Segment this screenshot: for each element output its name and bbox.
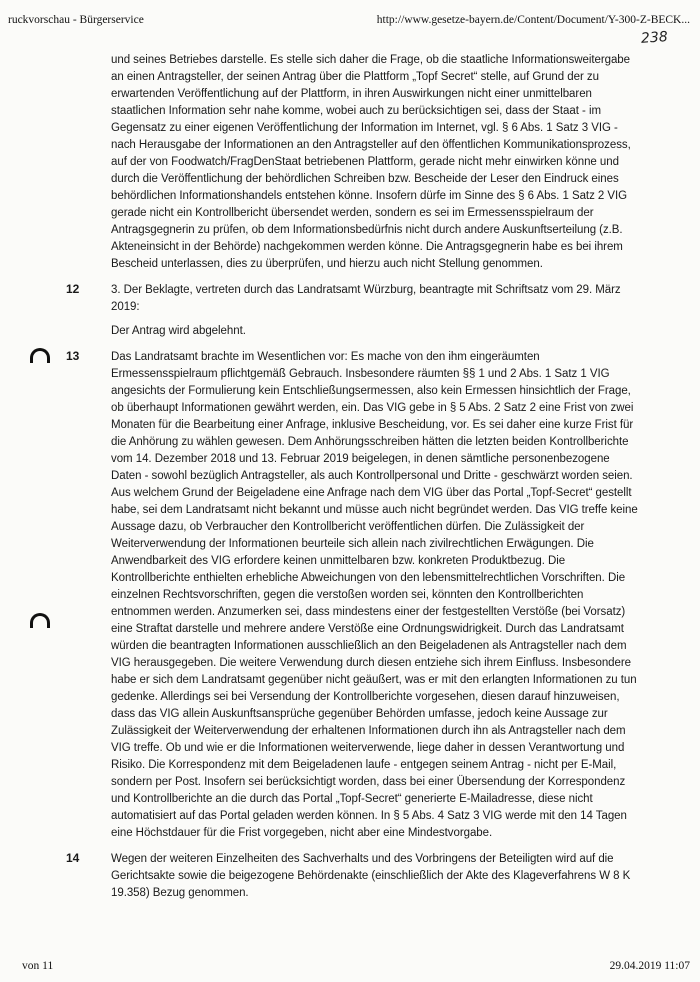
paragraph-text: Der Antrag wird abgelehnt. <box>111 325 246 337</box>
document-body <box>0 52 700 902</box>
paragraph-13 <box>0 349 700 842</box>
paragraph-text: Wegen der weiteren Einzelheiten des Sachverhalts und des Vorbringens der Beteiligten wird auf die Gerichtsakte sowie die beigezogene Behördenakte (einschließlich der Akte des Klageverfahrens W 8 K 19.358) Bezug genommen. <box>111 853 631 899</box>
paragraph-text: Das Landratsamt brachte im Wesentlichen vor: Es mache von den ihm eingeräumten Ermessensspielraum pflichtgemäß Gebrauch. Insbesondere räumten §§ 1 und 2 Abs. 1 Satz 1 VIG angesichts der Formulierung kein Entschließungsermessen, also kein Ermessen hinsichtlich der Frage, ob überhaupt Informationen gewährt werden, ein. Das VIG gebe in § 5 Abs. 2 Satz 2 eine Frist von zwei Monaten für die Bearbeitung einer Anfrage, inklusive Bescheidung, vor. Es sei daher eine kurze Frist für die Anhörung zu wählen gewesen. Dem Anhörungsschreiben hätten die letzten beiden Kontrollberichte vom 14. Dezember 2018 und 13. Februar 2019 beigelegen, in denen sämtliche personenbezogene Daten - sowohl bezüglich Antragsteller, als auch Kontrollpersonal und Dritte - geschwärzt worden seien. Aus welchem Grund der Beigeladene eine Anfrage nach dem VIG über das Portal „Topf-Secret“ gestellt habe, sei dem Landratsamt nicht bekannt und müsse auch nicht begründet werden. Das VIG treffe keine Aussage dazu, ob Verbraucher den Kontrollbericht veröffentlichen dürfen. Die Zulässigkeit der Weiterverwendung der Informationen beurteile sich allein nach zivilrechtlichen Erwägungen. Die Anwendbarkeit des VIG erfordere keinen unmittelbaren bzw. konkreten Produktbezug. Die Kontrollberichte enthielten erhebliche Abweichungen von den lebensmittelrechtlichen Vorschriften. Die einzelnen Rechtsvorschriften, gegen die verstoßen worden sei, könnten den Kontrollberichten entnommen werden. Anzumerken sei, dass mindestens einer der festgestellten Verstöße (bei Vorsatz) eine Straftat darstelle und mehrere andere Verstöße eine Ordnungswidrigkeit. Durch das Landratsamt würden die beantragten Informationen ausschließlich an den Beigeladenen als Antragsteller nach dem VIG herausgegeben. Die weitere Verwendung durch diesen entziehe sich ihrem Einfluss. Insbesondere habe er sich dem Landratsamt gegenüber nicht geäußert, was er mit den erlangten Informationen zu tun gedenke. Allerdings sei bei Versendung der Kontrollberichte vorgesehen, diesen darauf hinzuweisen, dass das VIG allein Auskunftsansprüche gegenüber Behörden umfasse, jedoch keine Aussage zur Zulässigkeit der Weiterverwendung der erhaltenen Informationen durch ihn als Antragsteller nach dem VIG treffe. Ob und wie er die Informationen weiterverwende, liege daher in dessen Verantwortung und Risiko. Die Korrespondenz mit dem Beigeladenen laufe - entgegen seinem Antrag - nicht per E-Mail, sondern per Post. Insofern sei berücksichtigt worden, dass bei einer Übersendung der Korrespondenz und Kontrollberichte an die durch das Portal „Topf-Secret“ generierte E-Mailadresse, diese nicht automatisiert auf das Portal geladen werden können. In § 5 Abs. 4 Satz 3 VIG werde mit den 14 Tagen eine Höchstdauer für die Frist vorgegeben, nicht aber eine Mindestvorgabe. <box>111 351 638 839</box>
paragraph-continuation <box>0 52 700 273</box>
page-count-footer: von 11 <box>22 960 54 972</box>
paragraph-12 <box>0 282 700 316</box>
print-header-url: http://www.gesetze-bayern.de/Content/Document/Y-300-Z-BECK... <box>376 14 690 26</box>
handwritten-page-number: 238 <box>640 29 669 47</box>
paragraph-text: und seines Betriebes darstelle. Es stelle sich daher die Frage, ob die staatliche Informationsweitergabe an einen Antragsteller, der seinen Antrag über die Plattform „Topf Secret“ stelle, auf Grund der zu erwartenden Veröffentlichung auf der Plattform, in ihren Auswirkungen nicht einer unmittelbaren staatlichen Information sehr nahe komme, wobei auch zu berücksichtigen sei, dass der Staat - im Gegensatz zu einer eigenen Veröffentlichung der Information im Internet, vgl. § 6 Abs. 1 Satz 3 VIG - nach Herausgabe der Informationen an den Antragsteller auf den öffentlichen Kommunikationsprozess, auf der von Foodwatch/FragDenStaat betriebenen Plattform, gerade nicht mehr einwirken könne und durch die Veröffentlichung der behördlichen Schreiben bzw. Bescheide der Leser den Eindruck eines behördlichen Informationshandels entstehen könne. Insofern dürfe im Sinne des § 6 Abs. 1 Satz 2 VIG gerade nicht ein Kontrollbericht übersendet werden, sondern es sei im Ermessensspielraum der Antragsgegnerin zu prüfen, ob dem Informationsbedürfnis nicht durch andere Auskunftserteilung (z.B. Akteneinsicht in der Behörde) nachgekommen werden könne. Die Antragsgegnerin habe es bei ihrem Bescheid unterlassen, dies zu überprüfen, und hierzu auch nicht Stellung genommen. <box>111 54 631 270</box>
paragraph-text: 3. Der Beklagte, vertreten durch das Landratsamt Würzburg, beantragte mit Schriftsatz vom 29. März 2019: <box>111 284 621 313</box>
print-header-title: ruckvorschau - Bürgerservice <box>8 14 144 26</box>
paragraph-number: 14 <box>66 851 80 865</box>
paragraph-motion <box>0 323 700 340</box>
paragraph-number: 12 <box>66 282 80 296</box>
paragraph-14 <box>0 851 700 902</box>
print-timestamp: 29.04.2019 11:07 <box>609 960 690 972</box>
paragraph-number: 13 <box>66 349 80 363</box>
